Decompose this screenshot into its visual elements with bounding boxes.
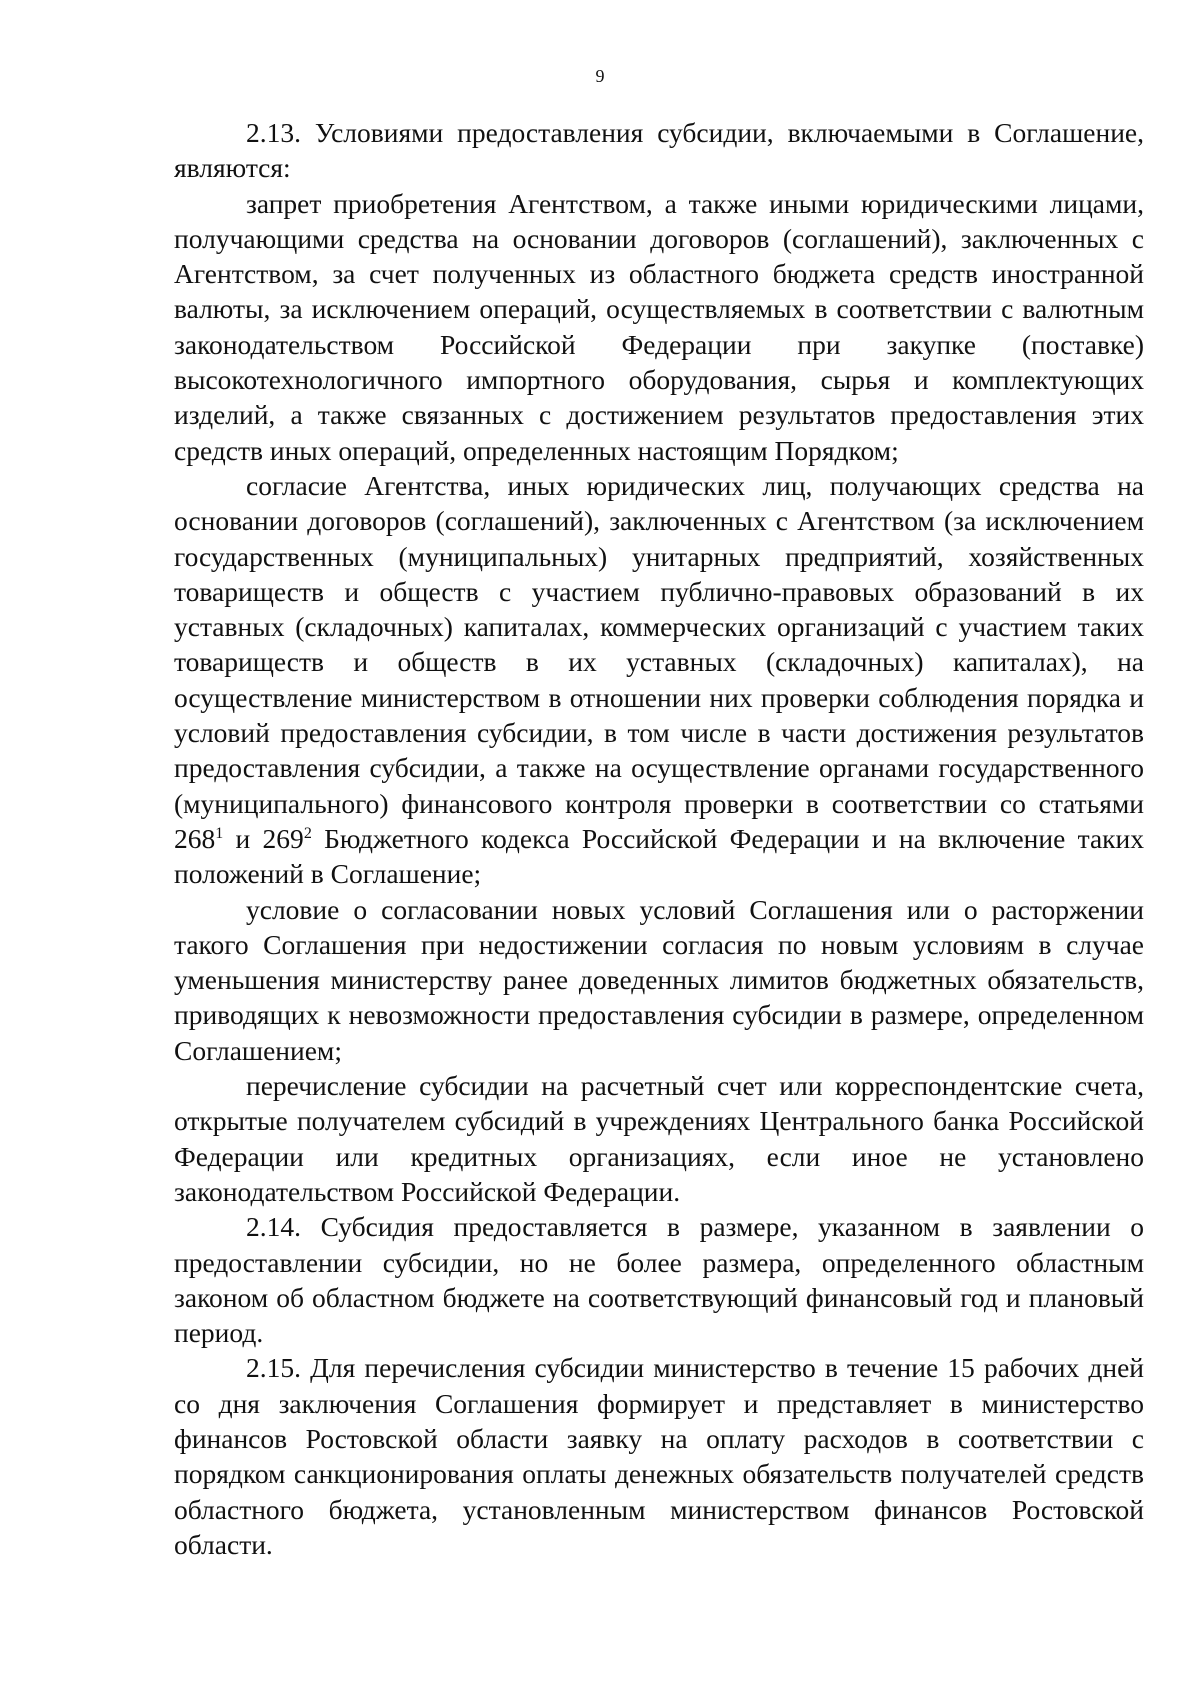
document-body [174,115,1144,1562]
paragraph-currency-prohibition: запрет приобретения Агентством, а также иными юридическими лицами, получающими средства на основании договоров (соглашений), заключенных с Агентством, за счет полученных из областного бюджета средств иностранной валюты, за исключением операций, осуществляемых в соответствии с валютным законодательством Российской Федерации при закупке (поставке) высокотехнологичного импортного оборудования, сырья и комплектующих изделий, а также связанных с достижением результатов предоставления этих средств иных операций, определенных настоящим Порядком; [174,187,1144,466]
paragraph-consent-inspection [174,468,1144,892]
paragraph-2-15: 2.15. Для перечисления субсидии министерство в течение 15 рабочих дней со дня заключения Соглашения формирует и представляет в министерство финансов Ростовской области заявку на оплату расходов в соответствии с порядком санкционирования оплаты денежных обязательств получателей средств областного бюджета, установленным министерством финансов Ростовской области. [174,1352,1144,1560]
consent-text-part1: согласие Агентства, иных юридических лиц, получающих средства на основании договоров (соглашений), заключенных с Агентством (за исключением государственных (муниципальных) унитарных предприятий, хозяйственных товариществ и обществ с участием публично-правовых образований в их уставных (складочных) капиталах, коммерческих организаций с участием таких товариществ и обществ в их уставных (складочных) капиталах), на осуществление министерством в отношении них проверки соблюдения порядка и условий предоставления субсидии, в том числе в части достижения результатов предоставления субсидии, а также на осуществление органами государственного (муниципального) финансового контроля проверки в соответствии со статьями 268 [174,469,1144,854]
paragraph-2-13: 2.13. Условиями предоставления субсидии, включаемыми в Соглашение, являются: [174,117,1144,184]
paragraph-transfer-accounts: перечисление субсидии на расчетный счет или корреспондентские счета, открытые получателем субсидий в учреждениях Центрального банка Российской Федерации или кредитных организациях, если иное не установлено законодательством Российской Федерации. [174,1070,1144,1207]
paragraph-new-conditions: условие о согласовании новых условий Соглашения или о расторжении такого Соглашения при недостижении согласия по новым условиям в случае уменьшения министерству ранее доведенных лимитов бюджетных обязательств, приводящих к невозможности предоставления субсидии в размере, определенном Соглашением; [174,893,1144,1066]
consent-text-part2: Бюджетного кодекса Российской Федерации и на включение таких положений в Соглашение; [174,822,1144,890]
consent-text-mid: и 269 [223,822,304,854]
page-number: 9 [595,66,605,86]
footnote-sup-2: 2 [303,824,312,842]
paragraph-2-14: 2.14. Субсидия предоставляется в размере, указанном в заявлении о предоставлении субсидии, но не более размера, определенного областным законом об областном бюджете на соответствующий финансовый год и плановый период. [174,1211,1144,1349]
footnote-sup-1: 1 [215,824,224,842]
